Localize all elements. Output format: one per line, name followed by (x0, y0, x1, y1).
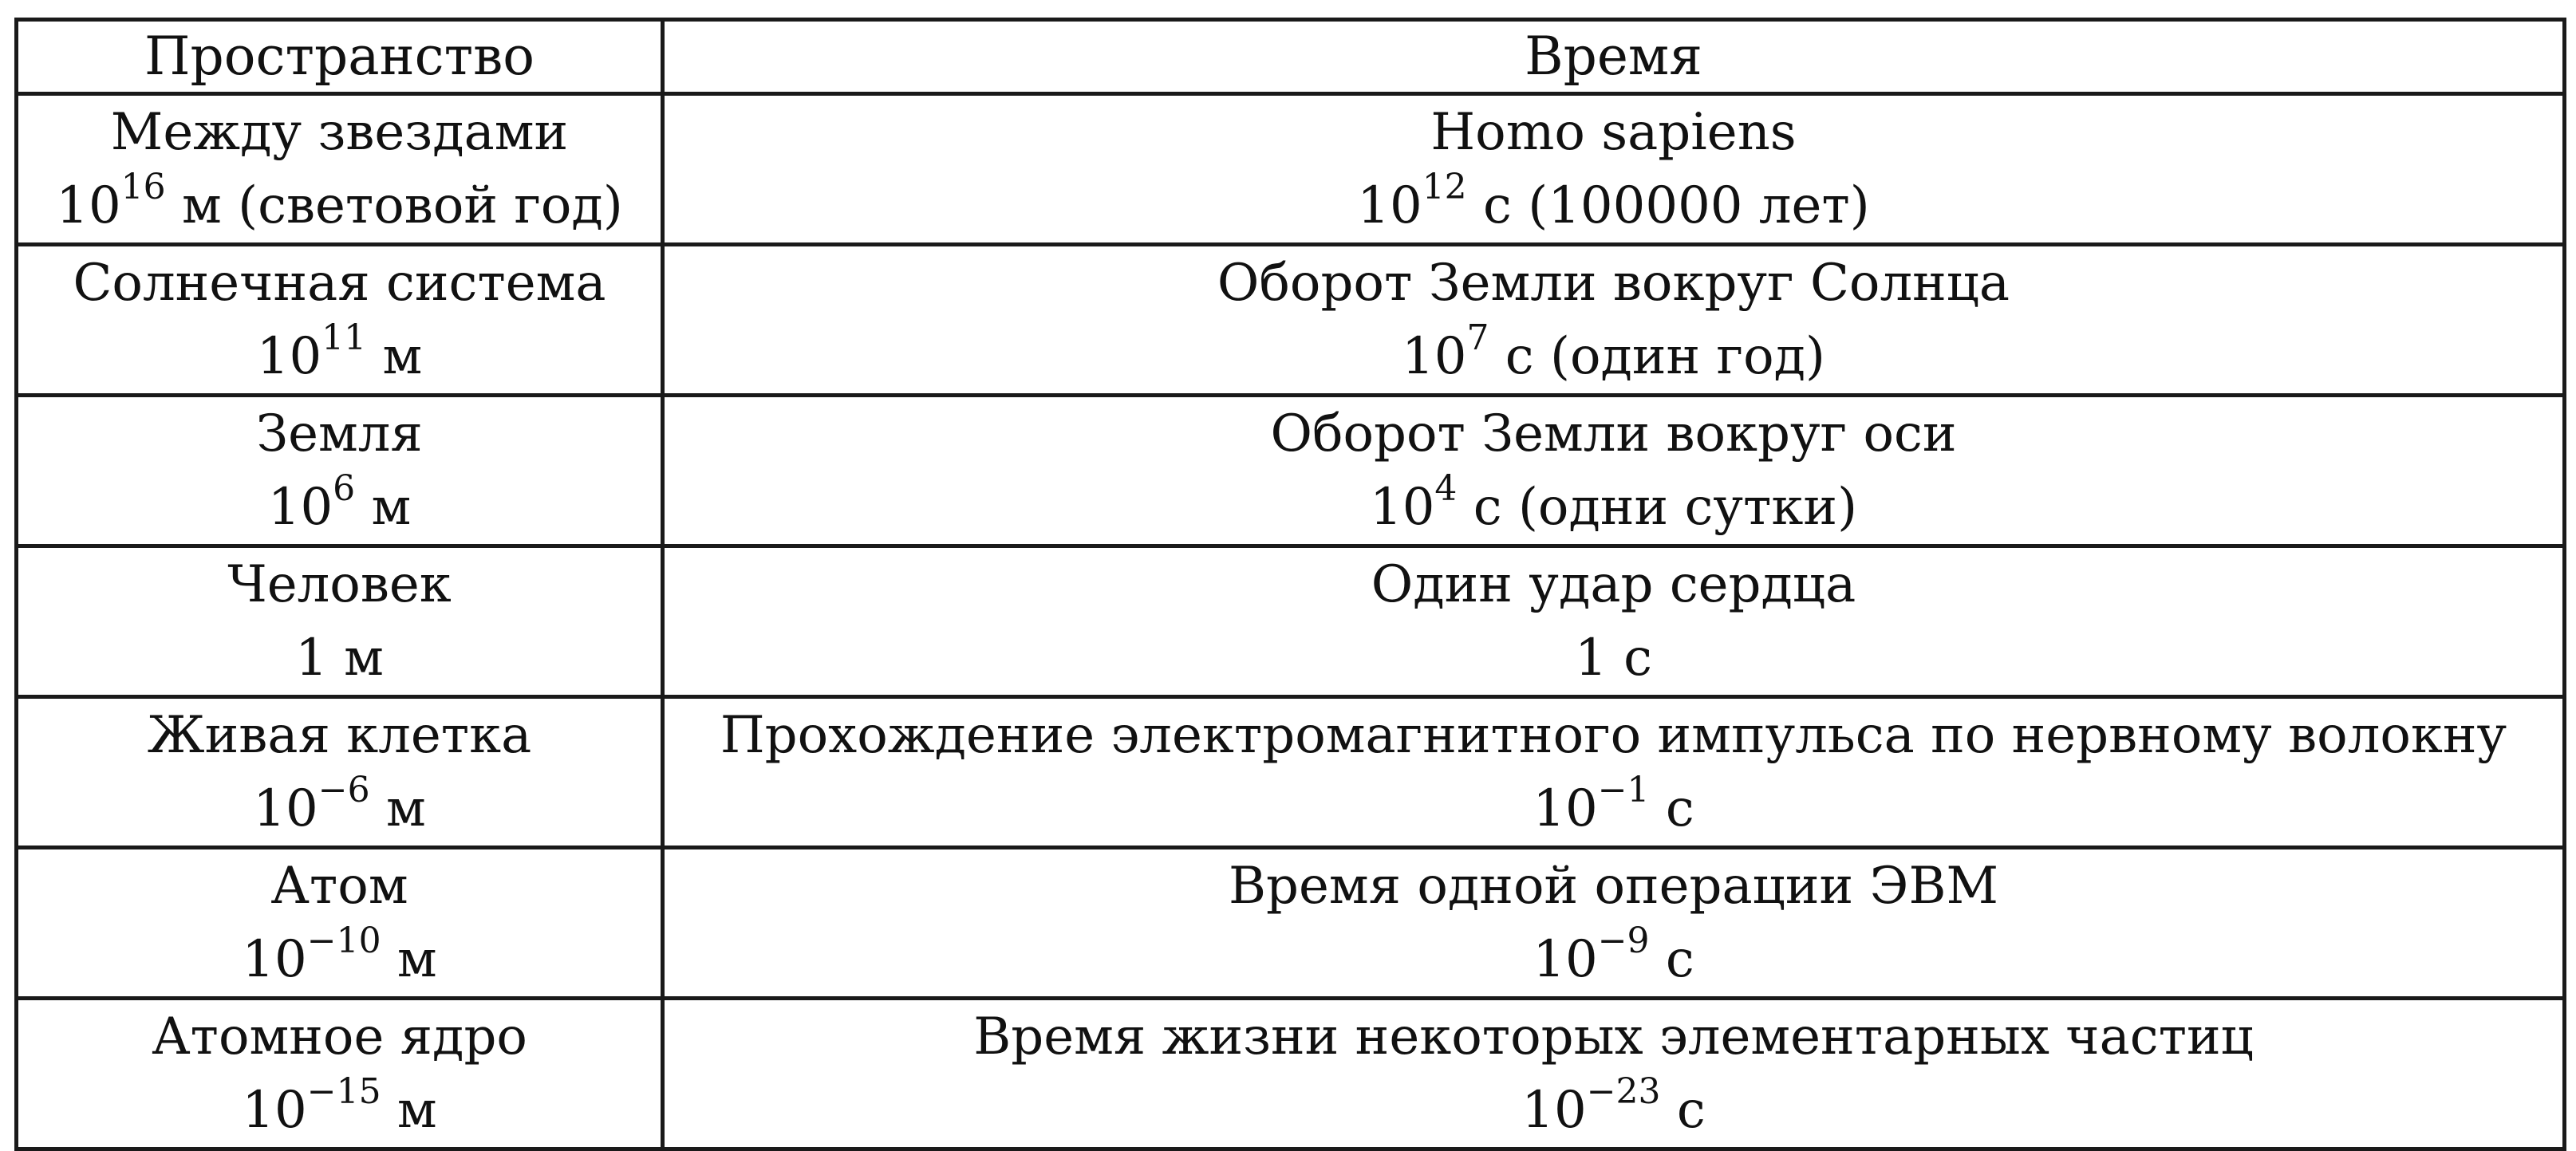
space-magnitude (18, 621, 661, 695)
time-magnitude (665, 317, 2562, 393)
space-base: 10 (56, 176, 121, 235)
time-cell (663, 245, 2565, 396)
time-cell (663, 999, 2565, 1149)
space-base: 10 (242, 930, 307, 989)
table-row (17, 245, 2565, 396)
space-cell (17, 94, 663, 245)
time-unit: с (100000 лет) (1466, 176, 1870, 235)
scale-comparison-table (14, 18, 2566, 1151)
time-cell (663, 697, 2565, 848)
table-row (17, 697, 2565, 848)
time-exponent: 12 (1422, 166, 1467, 207)
space-base: 10 (256, 327, 322, 386)
time-magnitude (665, 1070, 2562, 1147)
time-magnitude (665, 769, 2562, 846)
space-unit: м (366, 327, 423, 386)
time-unit: с (1649, 779, 1694, 838)
space-base: 10 (253, 779, 318, 838)
time-unit: с (одни сутки) (1457, 478, 1858, 537)
table-body (17, 94, 2565, 1149)
space-unit: м (381, 930, 437, 989)
header-space: Пространство (17, 20, 663, 94)
time-base: 10 (1357, 176, 1422, 235)
space-exponent: −6 (318, 769, 370, 810)
space-unit: м (355, 478, 412, 537)
space-base: 1 (295, 629, 328, 688)
time-label: Прохождение электромагнитного импульса по нервному волокну (720, 706, 2507, 765)
time-label: Оборот Земли вокруг оси (1270, 404, 1957, 463)
space-label: Человек (227, 555, 452, 614)
time-exponent: 7 (1466, 317, 1489, 358)
time-label: Homo sapiens (1430, 103, 1797, 162)
time-cell (663, 848, 2565, 999)
time-exponent: −23 (1586, 1070, 1661, 1112)
space-cell (17, 245, 663, 396)
time-label: Один удар сердца (1371, 555, 1856, 614)
space-exponent: −15 (306, 1070, 381, 1112)
space-label: Живая клетка (147, 706, 532, 765)
time-cell (663, 396, 2565, 546)
table-row (17, 94, 2565, 245)
time-base: 10 (1533, 930, 1598, 989)
time-label: Время одной операции ЭВМ (1228, 857, 1999, 916)
space-cell (17, 848, 663, 999)
table-row (17, 396, 2565, 546)
time-exponent: 4 (1434, 467, 1458, 509)
time-cell (663, 94, 2565, 245)
space-magnitude (18, 467, 661, 544)
space-unit: м (327, 629, 384, 688)
space-cell (17, 697, 663, 848)
space-unit: м (световой год) (165, 176, 623, 235)
space-label: Между звездами (110, 103, 569, 162)
table-row (17, 999, 2565, 1149)
time-magnitude (665, 920, 2562, 996)
space-magnitude (18, 769, 661, 846)
space-exponent: −10 (306, 920, 381, 961)
time-magnitude (665, 467, 2562, 544)
time-label: Время жизни некоторых элементарных частиц (973, 1007, 2254, 1066)
space-exponent: 11 (322, 317, 367, 358)
header-time: Время (663, 20, 2565, 94)
time-base: 10 (1533, 779, 1598, 838)
table-row (17, 546, 2565, 697)
space-label: Земля (256, 404, 423, 463)
space-base: 10 (267, 478, 333, 537)
space-label: Солнечная система (73, 254, 606, 313)
time-exponent: −1 (1597, 769, 1650, 810)
time-unit: с (1607, 629, 1652, 688)
time-unit: с (1660, 1081, 1706, 1140)
table-header (17, 20, 2565, 94)
space-cell (17, 396, 663, 546)
header-row (17, 20, 2565, 94)
space-exponent: 6 (333, 467, 356, 509)
space-unit: м (369, 779, 426, 838)
table-row (17, 848, 2565, 999)
time-base: 10 (1521, 1081, 1587, 1140)
time-base: 1 (1575, 629, 1608, 688)
space-cell (17, 999, 663, 1149)
time-base: 10 (1369, 478, 1435, 537)
time-label: Оборот Земли вокруг Солнца (1217, 254, 2010, 313)
time-unit: с (один год) (1489, 327, 1825, 386)
space-magnitude (18, 920, 661, 996)
space-label: Атом (270, 857, 408, 916)
time-magnitude (665, 621, 2562, 695)
time-exponent: −9 (1597, 920, 1650, 961)
space-magnitude (18, 1070, 661, 1147)
time-magnitude (665, 166, 2562, 242)
space-magnitude (18, 317, 661, 393)
space-base: 10 (242, 1081, 307, 1140)
time-unit: с (1649, 930, 1694, 989)
space-exponent: 16 (120, 166, 166, 207)
space-unit: м (381, 1081, 437, 1140)
space-label: Атомное ядро (152, 1007, 527, 1066)
time-cell (663, 546, 2565, 697)
space-cell (17, 546, 663, 697)
space-magnitude (18, 166, 661, 242)
time-base: 10 (1402, 327, 1467, 386)
